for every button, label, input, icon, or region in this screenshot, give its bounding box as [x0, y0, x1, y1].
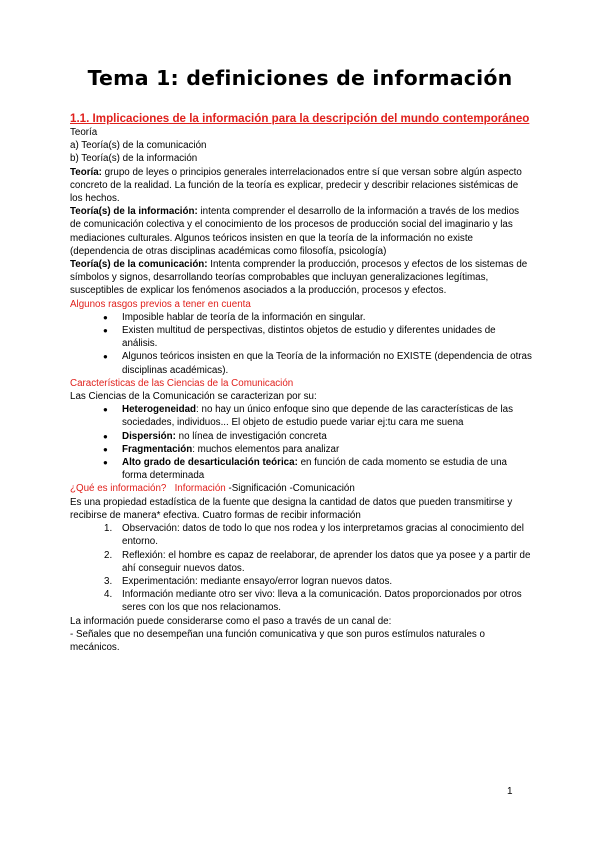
formas-list	[70, 522, 532, 614]
item-number: 1.	[104, 523, 113, 535]
item-text: Reflexión: el hombre es capaz de reelaborar, de aprender los datos que ya posee y a partir de ahí conseguir nuevos datos.	[122, 549, 531, 574]
definition-text: Intenta comprender la producción, procesos y efectos de los sistemas de símbolos y signos, desarrollando teorías comprobables que incluyan generalizaciones legítimas, susceptibles de explicar los fenómenos asociados a la producción, procesos y efectos.	[70, 259, 528, 297]
item-text: no línea de investigación concreta	[175, 430, 327, 442]
section-heading: 1.1. Implicaciones de la información para la descripción del mundo contemporáneo	[70, 112, 530, 125]
term: Teoría:	[70, 166, 102, 178]
term: Fragmentación	[122, 443, 193, 455]
list-item	[70, 522, 532, 548]
document-body	[70, 111, 532, 654]
item-text: : no hay un único enfoque sino que depende de las características de las sociedades, individuos... El objeto de estudio puede variar ej:tu cara me suena	[122, 404, 514, 429]
item-number: 2.	[104, 549, 113, 561]
question-red: ¿Qué es información?	[70, 483, 167, 495]
term: Dispersión:	[122, 430, 176, 442]
list-item	[70, 443, 532, 456]
subheading-caracteristicas: Características de las Ciencias de la Comunicación	[70, 377, 294, 389]
item-text: Experimentación: mediante ensayo/error logran nuevos datos.	[122, 575, 393, 587]
definition-informacion	[70, 205, 532, 258]
page-title: Tema 1: definiciones de información	[87, 66, 513, 90]
question-red-2: Información	[174, 483, 226, 495]
list-item: ● Imposible hablar de teoría de la información en singular.	[70, 311, 532, 324]
term: Alto grado de desarticulación teórica:	[122, 457, 298, 469]
term: Teoría(s) de la información:	[70, 206, 198, 218]
definition-teoria	[70, 166, 532, 206]
list-item: ● Algunos teóricos insisten en que la Teoría de la información no EXISTE (dependencia de otras disciplinas académicas).	[70, 350, 532, 376]
list-item	[70, 575, 532, 588]
definition-text: grupo de leyes o principios generales interrelacionados entre sí que versan sobre algún aspecto concreto de la realidad. La función de la teoría es explicar, predecir y describir relaciones sistémicas de los hechos.	[70, 166, 522, 205]
caracteristicas-list	[70, 403, 532, 482]
intro-line: b) Teoría(s) de la información	[70, 153, 198, 165]
senales-line: - Señales que no desempeñan una función comunicativa y que son puros estímulos naturales o mecánicos.	[70, 628, 485, 653]
caracteristicas-intro: Las Ciencias de la Comunicación se caracterizan por su:	[70, 391, 317, 403]
question-line	[70, 482, 532, 495]
canal-line: La información puede considerarse como el paso a través de un canal de:	[70, 615, 392, 627]
item-text: : muchos elementos para analizar	[192, 443, 340, 455]
list-item	[70, 588, 532, 614]
question-rest: -Significación -Comunicación	[225, 483, 355, 495]
definition-text: intenta comprender el desarrollo de la información a través de los medios de comunicación colectiva y el conocimiento de los procesos de producción social del imaginario y las mediaciones culturales. Algunos teóricos insisten en que la teoría de la información no existe (dependencia de otras disciplinas académicas como filosofía, psicología)	[70, 206, 520, 257]
item-text: en función de cada momento se estudia de una forma determinada	[122, 457, 507, 482]
list-item	[70, 403, 532, 429]
page-number: 1	[507, 786, 513, 797]
definition-comunicacion	[70, 258, 532, 298]
intro-line: a) Teoría(s) de la comunicación	[70, 140, 207, 152]
item-text: Observación: datos de todo lo que nos rodea y los interpretamos gracias al conocimiento del entorno.	[122, 523, 524, 548]
item-text: Información mediante otro ser vivo: lleva a la comunicación. Datos proporcionados por otros seres con los que nos relacionamos.	[122, 589, 522, 614]
list-item	[70, 430, 532, 443]
rasgos-list	[70, 311, 532, 377]
term: Teoría(s) de la comunicación:	[70, 259, 208, 271]
item-number: 3.	[104, 575, 113, 587]
list-item	[70, 549, 532, 575]
definition-main: Es una propiedad estadística de la fuente que designa la cantidad de datos que pueden transmitirse y recibirse de manera* efectiva. Cuatro formas de recibir información	[70, 496, 513, 521]
list-item: ● Existen multitud de perspectivas, distintos objetos de estudio y diferentes unidades de análisis.	[70, 324, 532, 350]
list-item	[70, 456, 532, 482]
item-number: 4.	[104, 589, 113, 601]
term: Heterogeneidad	[122, 404, 197, 416]
intro-line: Teoría	[70, 127, 98, 138]
subheading-rasgos: Algunos rasgos previos a tener en cuenta	[70, 298, 251, 310]
